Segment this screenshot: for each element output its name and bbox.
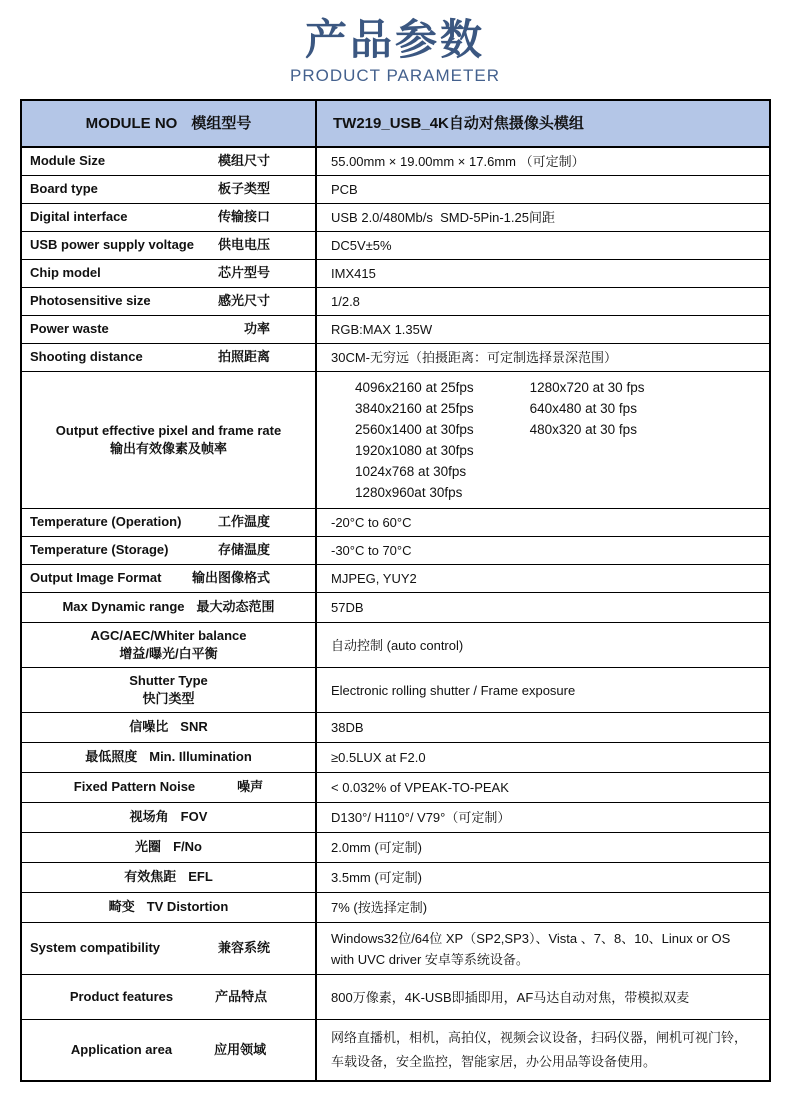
label-part: System compatibility xyxy=(30,940,161,956)
spec-row-shooting-distance xyxy=(22,344,769,372)
spec-row-system-compatibility xyxy=(22,923,769,975)
label-part: 噪声 xyxy=(237,779,264,795)
label-part: USB power supply voltage xyxy=(30,237,194,253)
label-part: F/No xyxy=(173,839,202,855)
spec-value-output-image-format xyxy=(317,565,769,592)
label-part: 有效焦距 xyxy=(124,869,177,885)
value-column xyxy=(530,377,645,440)
spec-row-product-features xyxy=(22,975,769,1020)
page-header xyxy=(0,0,790,86)
spec-value-board-type xyxy=(317,176,769,203)
spec-value-shooting-distance xyxy=(317,344,769,371)
spec-label-shooting-distance xyxy=(22,344,317,371)
spec-row-f-no xyxy=(22,833,769,863)
label-part: 板子类型 xyxy=(217,181,270,197)
label-part: Power waste xyxy=(30,321,109,337)
table-header-label-en: MODULE NO xyxy=(85,115,178,133)
spec-row-application-area xyxy=(22,1020,769,1080)
label-part: 供电电压 xyxy=(217,237,270,253)
spec-row-agc-aec-white-balance xyxy=(22,623,769,668)
label-part: Module Size xyxy=(30,153,106,169)
spec-row-usb-power-supply-voltage xyxy=(22,232,769,260)
spec-row-temperature-operation xyxy=(22,509,769,537)
label-part: 兼容系统 xyxy=(217,940,270,956)
spec-value-usb-power-supply-voltage xyxy=(317,232,769,259)
spec-value-power-waste xyxy=(317,316,769,343)
label-part: Product features xyxy=(69,988,174,1004)
spec-row-output-image-format xyxy=(22,565,769,593)
value-text: 38DB xyxy=(331,720,364,736)
spec-value-temperature-operation xyxy=(317,509,769,536)
label-part: Fixed Pattern Noise xyxy=(73,779,196,795)
spec-label-power-waste xyxy=(22,316,317,343)
label-part: Board type xyxy=(30,181,98,197)
label-part: 芯片型号 xyxy=(217,265,270,281)
value-text: 30CM-无穷远（拍摄距离：可定制选择景深范围） xyxy=(331,350,618,366)
label-part: 产品特点 xyxy=(215,988,268,1004)
label-part: Temperature (Operation) xyxy=(30,514,182,530)
value-text: 55.00mm × 19.00mm × 17.6mm （可定制） xyxy=(331,154,585,170)
label-part: 最大动态范围 xyxy=(196,599,275,615)
label-part: 应用领域 xyxy=(214,1041,267,1057)
spec-value-photosensitive-size xyxy=(317,288,769,315)
table-header-label xyxy=(22,101,317,146)
spec-value-min-illumination xyxy=(317,743,769,772)
spec-table-body xyxy=(22,148,769,1080)
spec-value-digital-interface xyxy=(317,204,769,231)
value-text: 网络直播机，相机，高拍仪，视频会议设备，扫码仪器，闸机可视门铃，车载设备，安全监控，智能家居，办公用品等设备使用。 xyxy=(331,1030,748,1070)
value-text: DC5V±5% xyxy=(331,238,392,254)
spec-row-digital-interface xyxy=(22,204,769,232)
spec-row-photosensitive-size xyxy=(22,288,769,316)
value-line: 4096x2160 at 25fps xyxy=(355,380,474,396)
label-part: SNR xyxy=(180,719,208,735)
spec-label-temperature-storage xyxy=(22,537,317,564)
value-line: 1280x720 at 30 fps xyxy=(529,380,645,396)
value-column xyxy=(355,377,474,503)
value-text: 1/2.8 xyxy=(331,294,360,310)
label-part: 模组尺寸 xyxy=(217,153,270,169)
label-part: 增益/曝光/白平衡 xyxy=(119,645,218,661)
spec-value-application-area xyxy=(317,1020,769,1080)
value-text: -20°C to 60°C xyxy=(331,515,412,531)
spec-label-photosensitive-size xyxy=(22,288,317,315)
spec-row-fov xyxy=(22,803,769,833)
spec-value-f-no xyxy=(317,833,769,862)
value-line: 1024x768 at 30fps xyxy=(355,464,467,480)
label-part: 功率 xyxy=(243,321,270,337)
label-part: EFL xyxy=(188,869,213,885)
label-part: FOV xyxy=(180,809,208,825)
value-text: Electronic rolling shutter / Frame exposure xyxy=(331,682,576,698)
spec-label-digital-interface xyxy=(22,204,317,231)
spec-label-board-type xyxy=(22,176,317,203)
spec-label-f-no xyxy=(22,833,317,862)
spec-row-max-dynamic-range xyxy=(22,593,769,623)
table-header-row xyxy=(22,101,769,148)
label-part: 传输接口 xyxy=(217,209,270,225)
label-part: 输出有效像素及帧率 xyxy=(109,440,227,456)
spec-label-min-illumination xyxy=(22,743,317,772)
label-part: Digital interface xyxy=(30,209,128,225)
label-part: AGC/AEC/Whiter balance xyxy=(90,627,247,643)
spec-row-min-illumination xyxy=(22,743,769,773)
spec-value-system-compatibility xyxy=(317,923,769,974)
value-text: 800万像素，4K-USB即插即用，AF马达自动对焦，带模拟双麦 xyxy=(331,989,690,1005)
spec-row-snr xyxy=(22,713,769,743)
value-text: 7% (按选择定制) xyxy=(331,900,428,916)
spec-value-fixed-pattern-noise xyxy=(317,773,769,802)
spec-label-snr xyxy=(22,713,317,742)
value-line: 1280x960at 30fps xyxy=(355,485,463,501)
spec-label-module-size xyxy=(22,148,317,175)
label-part: 信噪比 xyxy=(129,719,169,735)
spec-value-fov xyxy=(317,803,769,832)
spec-label-max-dynamic-range xyxy=(22,593,317,622)
table-header-value: TW219_USB_4K自动对焦摄像头模组 xyxy=(333,115,584,133)
spec-value-temperature-storage xyxy=(317,537,769,564)
value-text: ≥0.5LUX at F2.0 xyxy=(331,750,426,766)
spec-value-efl xyxy=(317,863,769,892)
spec-label-fixed-pattern-noise xyxy=(22,773,317,802)
value-line: 640x480 at 30 fps xyxy=(529,401,637,417)
spec-label-output-image-format xyxy=(22,565,317,592)
spec-label-usb-power-supply-voltage xyxy=(22,232,317,259)
value-text: < 0.032% of VPEAK-TO-PEAK xyxy=(331,780,509,796)
label-part: 畸变 xyxy=(108,899,135,915)
spec-row-power-waste xyxy=(22,316,769,344)
spec-label-system-compatibility xyxy=(22,923,317,974)
page-subtitle: PRODUCT PARAMETER xyxy=(289,66,500,86)
value-line: 3840x2160 at 25fps xyxy=(355,401,474,417)
spec-value-max-dynamic-range xyxy=(317,593,769,622)
label-part: 输出图像格式 xyxy=(191,570,270,586)
spec-row-fixed-pattern-noise xyxy=(22,773,769,803)
spec-row-output-pixel-frame-rate xyxy=(22,372,769,509)
value-text: 57DB xyxy=(331,600,364,616)
spec-value-shutter-type xyxy=(317,668,769,712)
label-part: 最低照度 xyxy=(85,749,138,765)
value-text: 3.5mm (可定制) xyxy=(331,870,423,886)
label-part: Photosensitive size xyxy=(30,293,151,309)
spec-label-shutter-type xyxy=(22,668,317,712)
spec-value-product-features xyxy=(317,975,769,1019)
value-text: -30°C to 70°C xyxy=(331,543,412,559)
value-text: 2.0mm (可定制) xyxy=(331,840,423,856)
label-part: 视场角 xyxy=(129,809,169,825)
value-line: 1920x1080 at 30fps xyxy=(355,443,474,459)
label-part: Shutter Type xyxy=(129,672,208,688)
spec-row-chip-model xyxy=(22,260,769,288)
label-part: Temperature (Storage) xyxy=(30,542,169,558)
label-part: 感光尺寸 xyxy=(217,293,270,309)
page-title: 产品参数 xyxy=(304,16,485,63)
value-text: D130°/ H110°/ V79°（可定制） xyxy=(331,810,511,826)
spec-row-tv-distortion xyxy=(22,893,769,923)
product-parameter-table xyxy=(20,99,771,1082)
label-part: 工作温度 xyxy=(217,514,270,530)
value-text: USB 2.0/480Mb/s SMD-5Pin-1.25间距 xyxy=(331,210,555,226)
label-part: 拍照距离 xyxy=(217,349,270,365)
label-part: 快门类型 xyxy=(142,690,195,706)
label-part: Shooting distance xyxy=(30,349,143,365)
label-part: TV Distortion xyxy=(146,899,229,915)
label-part: Output effective pixel and frame rate xyxy=(55,422,282,438)
spec-row-board-type xyxy=(22,176,769,204)
spec-row-temperature-storage xyxy=(22,537,769,565)
label-part: Min. Illumination xyxy=(149,749,252,765)
spec-label-fov xyxy=(22,803,317,832)
value-text: MJPEG, YUY2 xyxy=(331,571,417,587)
table-header-label-zh: 模组型号 xyxy=(191,115,252,133)
label-part: 存储温度 xyxy=(217,542,270,558)
value-text: IMX415 xyxy=(331,266,376,282)
spec-label-chip-model xyxy=(22,260,317,287)
value-text: Windows32位/64位 XP（SP2,SP3）、Vista 、7、8、10、Linux or OS with UVC driver 安卓等系统设备。 xyxy=(331,930,734,967)
spec-label-agc-aec-white-balance xyxy=(22,623,317,667)
spec-value-module-size xyxy=(317,148,769,175)
label-part: Output Image Format xyxy=(30,570,162,586)
spec-label-output-pixel-frame-rate xyxy=(22,372,317,508)
value-text: 自动控制 (auto control) xyxy=(331,637,464,653)
spec-label-product-features xyxy=(22,975,317,1019)
spec-value-output-pixel-frame-rate xyxy=(317,372,769,508)
value-text: RGB:MAX 1.35W xyxy=(331,322,433,338)
label-part: 光圈 xyxy=(135,839,162,855)
spec-row-efl xyxy=(22,863,769,893)
spec-value-agc-aec-white-balance xyxy=(317,623,769,667)
label-part: Chip model xyxy=(30,265,101,281)
value-line: 2560x1400 at 30fps xyxy=(355,422,474,438)
spec-value-tv-distortion xyxy=(317,893,769,922)
spec-row-shutter-type xyxy=(22,668,769,713)
spec-value-chip-model xyxy=(317,260,769,287)
spec-label-tv-distortion xyxy=(22,893,317,922)
label-part: Max Dynamic range xyxy=(62,599,185,615)
spec-label-application-area xyxy=(22,1020,317,1080)
spec-label-efl xyxy=(22,863,317,892)
label-part: Application area xyxy=(70,1041,173,1057)
value-text: PCB xyxy=(331,182,358,198)
spec-label-temperature-operation xyxy=(22,509,317,536)
spec-row-module-size xyxy=(22,148,769,176)
spec-value-snr xyxy=(317,713,769,742)
value-line: 480x320 at 30 fps xyxy=(529,422,637,438)
